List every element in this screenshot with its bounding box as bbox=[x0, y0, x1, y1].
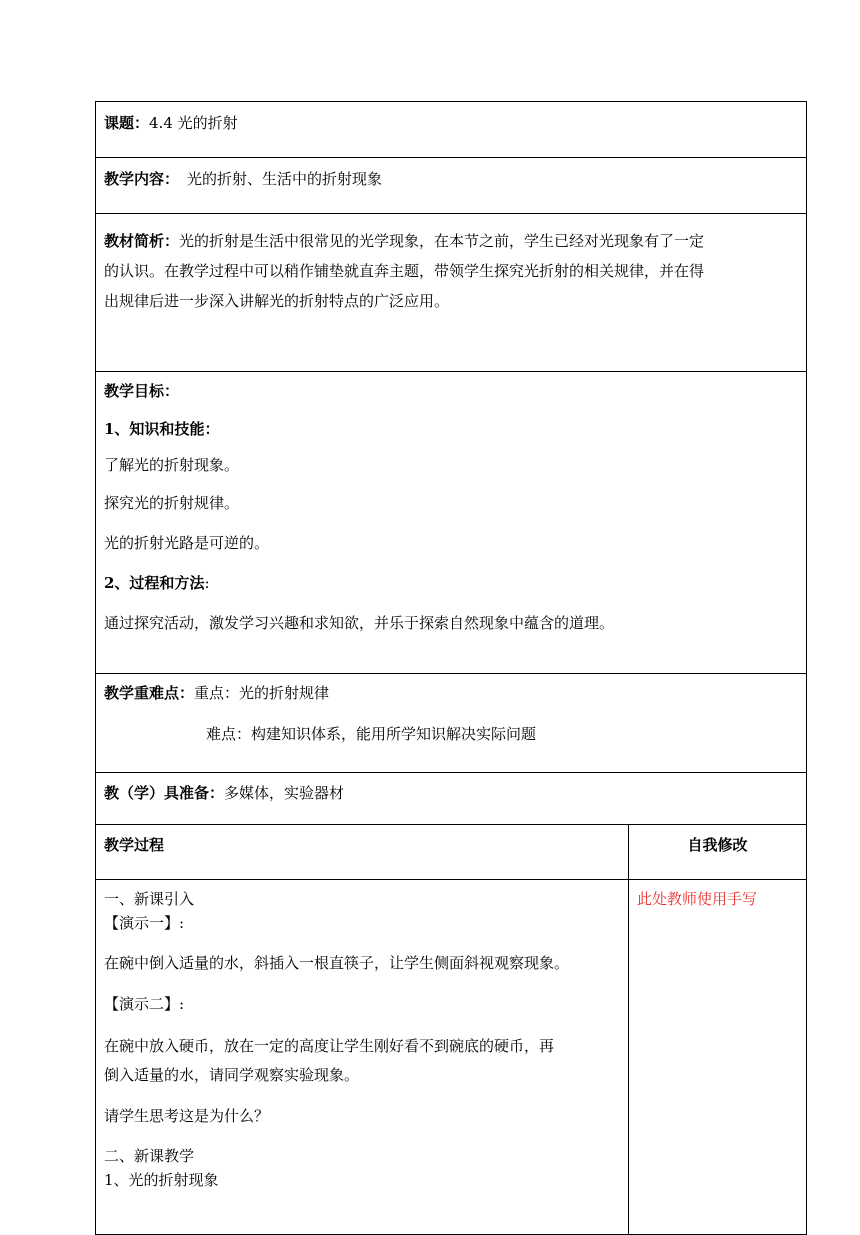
topic-value: 4.4 光的折射 bbox=[149, 114, 238, 132]
revision-column-header: 自我修改 bbox=[687, 836, 748, 854]
content-label: 教学内容： bbox=[104, 170, 180, 188]
topic-label: 课题： bbox=[104, 114, 150, 132]
analysis-line-3: 出规律后进一步深入讲解光的折射特点的广泛应用。 bbox=[104, 292, 450, 310]
key-point: 重点：光的折射规律 bbox=[194, 684, 330, 702]
key-points-row bbox=[96, 674, 807, 773]
goals-label: 教学目标： bbox=[104, 382, 180, 400]
analysis-row bbox=[96, 214, 807, 372]
difficult-point: 难点：构建知识体系，能用所学知识解决实际问题 bbox=[206, 725, 537, 743]
question-line: 请学生思考这是为什么？ bbox=[104, 1107, 270, 1125]
teach-heading: 二、新课教学 bbox=[104, 1147, 195, 1165]
process-item: 通过探究活动，激发学习兴趣和求知欲，并乐于探索自然现象中蕴含的道理。 bbox=[104, 614, 615, 632]
lesson-plan-page bbox=[95, 101, 806, 1235]
tools-value: 多媒体，实验器材 bbox=[224, 784, 345, 802]
process-header-row bbox=[96, 825, 807, 880]
process-body-row bbox=[96, 880, 807, 1235]
lesson-plan-table bbox=[95, 101, 807, 1235]
knowledge-item-1: 了解光的折射现象。 bbox=[104, 456, 240, 474]
tools-label: 教（学）具准备： bbox=[104, 784, 225, 802]
knowledge-title: 1、知识和技能： bbox=[104, 420, 220, 438]
demo1-title: 【演示一】: bbox=[104, 914, 185, 932]
demo2-text-2: 倒入适量的水，请同学观察实验现象。 bbox=[104, 1066, 360, 1084]
analysis-line-1: 光的折射是生活中很常见的光学现象，在本节之前，学生已经对光现象有了一定 bbox=[179, 232, 705, 250]
process-title: 2、过程和方法 bbox=[104, 574, 205, 592]
content-value: 光的折射、生活中的折射现象 bbox=[187, 170, 383, 188]
key-points-label: 教学重难点： bbox=[104, 684, 195, 702]
analysis-label: 教材简析： bbox=[104, 232, 180, 250]
demo1-text: 在碗中倒入适量的水，斜插入一根直筷子，让学生侧面斜视观察现象。 bbox=[104, 954, 570, 972]
process-colon: : bbox=[204, 574, 210, 592]
demo2-text-1: 在碗中放入硬币，放在一定的高度让学生刚好看不到碗底的硬币，再 bbox=[104, 1037, 555, 1055]
knowledge-item-2: 探究光的折射规律。 bbox=[104, 494, 240, 512]
process-column-header: 教学过程 bbox=[104, 836, 165, 854]
item1-heading: 1、光的折射现象 bbox=[104, 1171, 219, 1189]
tools-row bbox=[96, 773, 807, 825]
goals-row bbox=[96, 372, 807, 674]
analysis-line-2: 的认识。在教学过程中可以稍作铺垫就直奔主题，带领学生探究光折射的相关规律，并在得 bbox=[104, 262, 705, 280]
topic-row bbox=[96, 102, 807, 158]
content-row bbox=[96, 158, 807, 214]
intro-heading: 一、新课引入 bbox=[104, 890, 195, 908]
knowledge-item-3: 光的折射光路是可逆的。 bbox=[104, 534, 270, 552]
demo2-title: 【演示二】: bbox=[104, 995, 185, 1013]
handwriting-note: 此处教师使用手写 bbox=[637, 890, 758, 908]
